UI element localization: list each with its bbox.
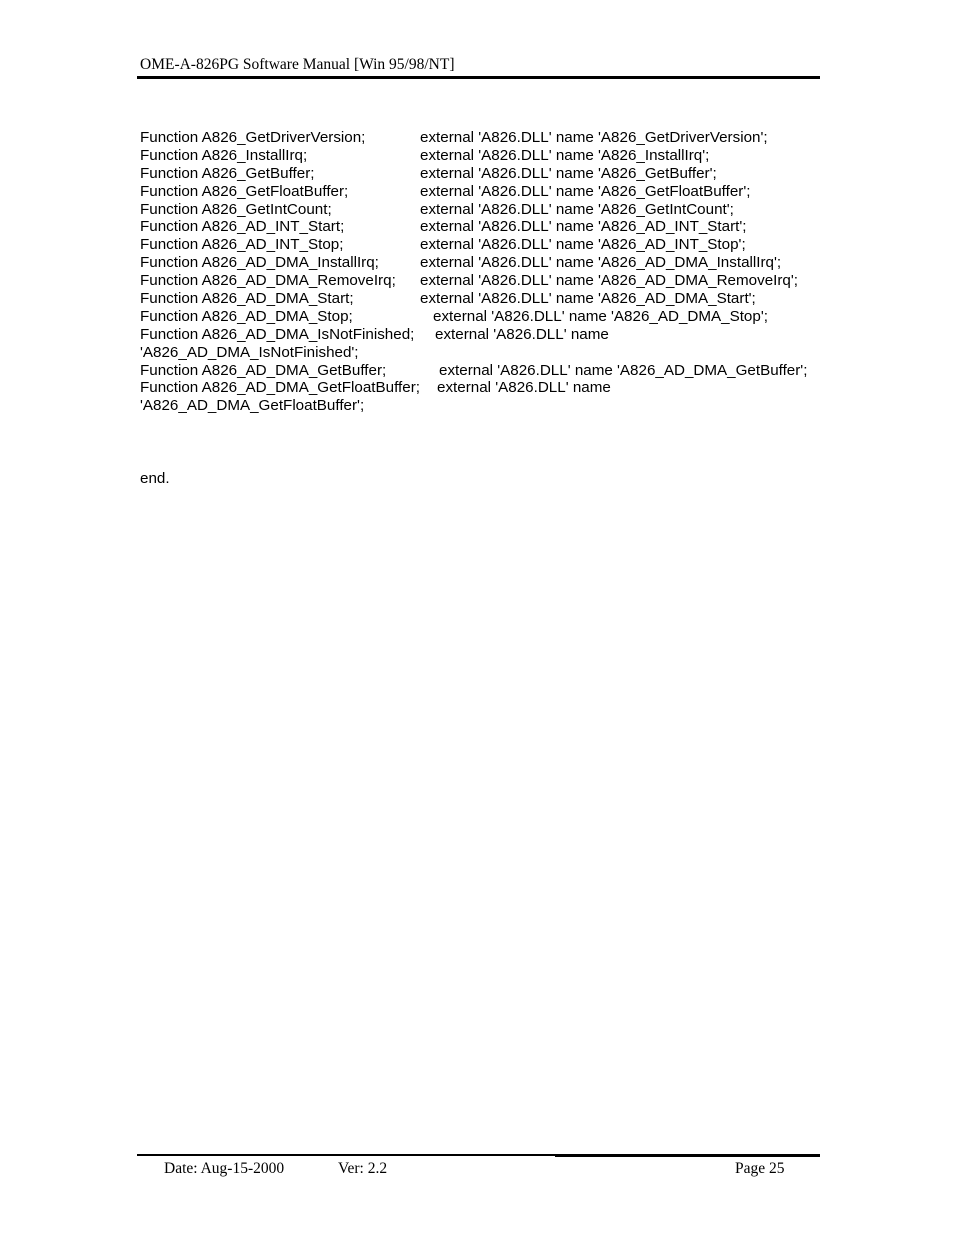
code-declaration: Function A826_AD_DMA_InstallIrq; bbox=[140, 254, 379, 272]
code-external: external 'A826.DLL' name 'A826_AD_DMA_GetBuffer'; bbox=[439, 361, 808, 379]
header-title: OME-A-826PG Software Manual [Win 95/98/NT] bbox=[140, 56, 455, 73]
code-line bbox=[140, 254, 830, 272]
code-line bbox=[140, 308, 830, 326]
code-line bbox=[140, 272, 830, 290]
code-declaration: Function A826_AD_INT_Stop; bbox=[140, 236, 344, 254]
code-line bbox=[140, 379, 830, 397]
code-declaration: Function A826_AD_DMA_GetFloatBuffer; bbox=[140, 379, 420, 397]
code-external: external 'A826.DLL' name 'A826_GetBuffer'; bbox=[420, 164, 717, 182]
code-declaration: Function A826_AD_DMA_RemoveIrq; bbox=[140, 272, 396, 290]
code-declaration: Function A826_AD_DMA_Stop; bbox=[140, 307, 353, 325]
code-external: external 'A826.DLL' name bbox=[437, 379, 611, 397]
code-line bbox=[140, 147, 830, 165]
footer-page-number: Page 25 bbox=[735, 1160, 785, 1177]
code-external: external 'A826.DLL' name 'A826_AD_INT_Start'; bbox=[420, 218, 747, 236]
code-external: external 'A826.DLL' name 'A826_AD_DMA_Start'; bbox=[420, 290, 756, 308]
code-declaration: Function A826_GetFloatBuffer; bbox=[140, 182, 349, 200]
code-line bbox=[140, 326, 830, 344]
code-declaration: Function A826_AD_INT_Start; bbox=[140, 218, 345, 236]
code-declaration: Function A826_AD_DMA_GetBuffer; bbox=[140, 361, 387, 379]
code-declaration: Function A826_InstallIrq; bbox=[140, 146, 308, 164]
code-external: external 'A826.DLL' name 'A826_GetIntCount'; bbox=[420, 200, 734, 218]
code-declaration: 'A826_AD_DMA_GetFloatBuffer'; bbox=[140, 397, 365, 415]
code-external: external 'A826.DLL' name 'A826_AD_DMA_RemoveIrq'; bbox=[420, 272, 798, 290]
code-line bbox=[140, 129, 830, 147]
code-external: external 'A826.DLL' name 'A826_AD_DMA_Stop'; bbox=[433, 307, 768, 325]
code-external: external 'A826.DLL' name bbox=[435, 325, 609, 343]
code-line bbox=[140, 397, 830, 415]
code-line bbox=[140, 362, 830, 380]
header-divider bbox=[137, 76, 820, 79]
code-line bbox=[140, 344, 830, 362]
code-external: external 'A826.DLL' name 'A826_InstallIrq'; bbox=[420, 146, 710, 164]
code-external: external 'A826.DLL' name 'A826_AD_DMA_InstallIrq'; bbox=[420, 254, 782, 272]
code-declaration: Function A826_GetIntCount; bbox=[140, 200, 332, 218]
end-statement: end. bbox=[140, 470, 170, 487]
code-declaration: Function A826_GetDriverVersion; bbox=[140, 129, 366, 146]
footer-date: Date: Aug-15-2000 bbox=[164, 1160, 285, 1177]
code-block bbox=[140, 129, 830, 415]
code-line bbox=[140, 218, 830, 236]
code-declaration: Function A826_AD_DMA_IsNotFinished; bbox=[140, 325, 415, 343]
footer-version: Ver: 2.2 bbox=[338, 1160, 388, 1177]
code-external: external 'A826.DLL' name 'A826_GetFloatBuffer'; bbox=[420, 182, 751, 200]
code-declaration: 'A826_AD_DMA_IsNotFinished'; bbox=[140, 343, 359, 361]
code-external: external 'A826.DLL' name 'A826_GetDriverVersion'; bbox=[420, 129, 768, 146]
footer-divider-accent bbox=[555, 1154, 820, 1157]
code-line bbox=[140, 290, 830, 308]
code-line bbox=[140, 183, 830, 201]
code-declaration: Function A826_AD_DMA_Start; bbox=[140, 290, 354, 308]
code-line bbox=[140, 201, 830, 219]
code-external: external 'A826.DLL' name 'A826_AD_INT_Stop'; bbox=[420, 236, 746, 254]
code-line bbox=[140, 165, 830, 183]
code-declaration: Function A826_GetBuffer; bbox=[140, 164, 315, 182]
code-line bbox=[140, 236, 830, 254]
